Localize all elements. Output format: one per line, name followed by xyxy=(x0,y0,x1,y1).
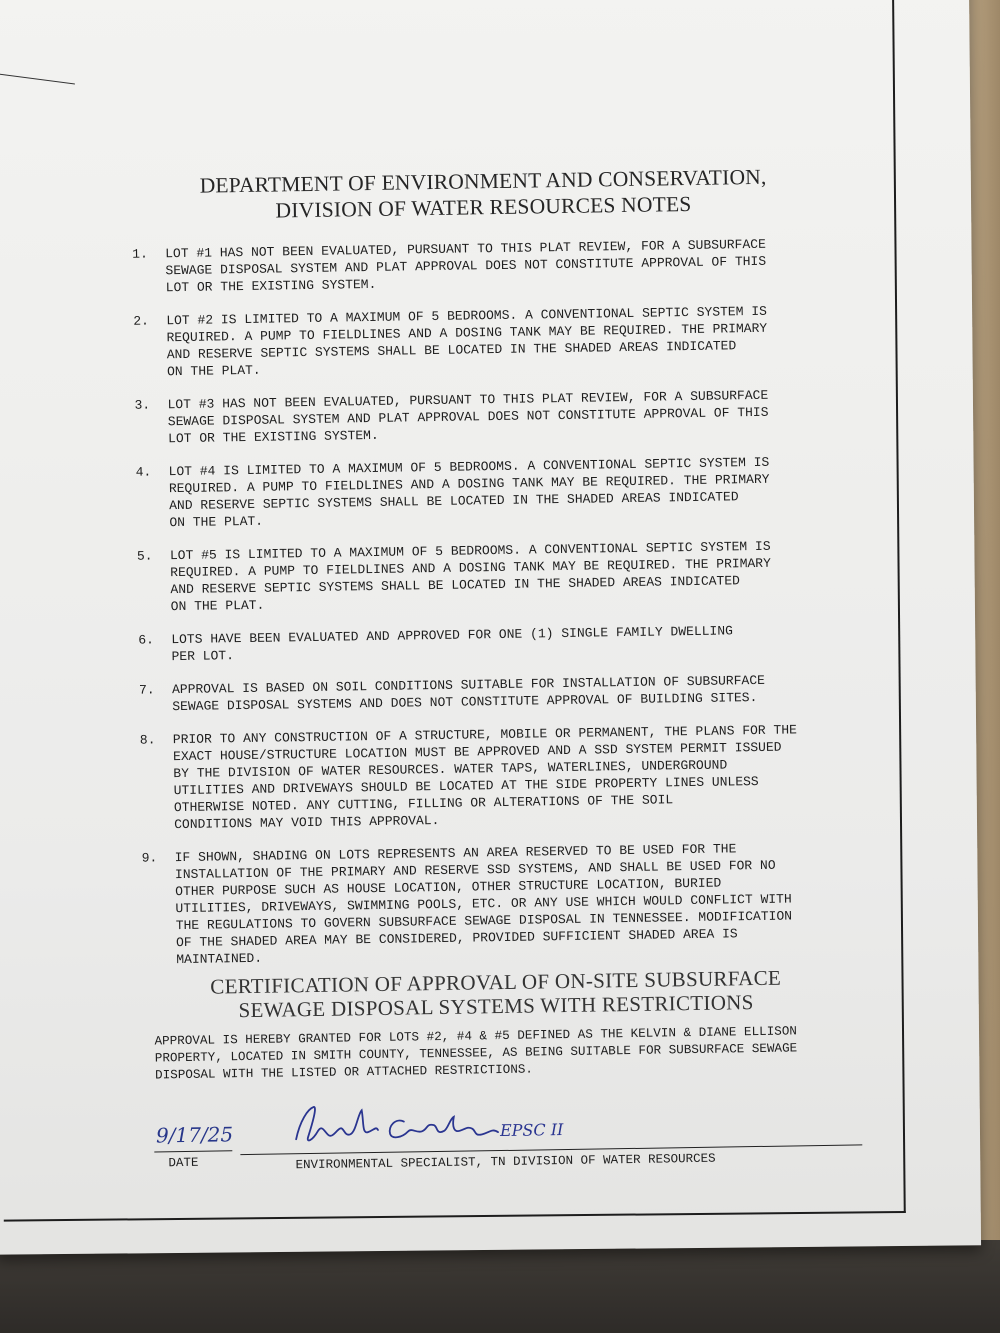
note-item xyxy=(138,620,863,665)
note-text: IF SHOWN, SHADING ON LOTS REPRESENTS AN AREA RESERVED TO BE USED FOR THE INSTALLATION OF THE PRIMARY AND RESERVE SSD SYSTEMS, AND SHALL BE USED FOR NO OTHER PURPOSE SUCH AS HOUSE LOCATION, OTHER STRUCTURE LOCATION, BURIED UTILITIES, DRIVEWAYS, SWIMMING POOLS, ETC. OR ANY USE WHICH WOULD CONFLICT WITH THE REGULATIONS TO GOVERN SUBSURFACE SEWAGE DISPOSAL IN TENNESSEE. MODIFICATION OF THE SHADED AREA MAY BE CONSIDERED, PROVIDED SUFFICIENT SHADED AREA IS MAINTAINED. xyxy=(174,841,793,968)
note-item xyxy=(136,452,862,531)
note-text: LOT #4 IS LIMITED TO A MAXIMUM OF 5 BEDROOMS. A CONVENTIONAL SEPTIC SYSTEM IS REQUIRED. A PUMP TO FIELDLINES AND A DOSING TANK MAY BE REQUIRED. THE PRIMARY AND RESERVE SEPTIC SYSTEMS SHALL BE LOCATED IN THE SHADED AREAS INDICATED ON THE PLAT. xyxy=(168,454,770,531)
note-number: 2. xyxy=(133,313,149,329)
note-item xyxy=(139,670,864,715)
note-item xyxy=(142,838,869,968)
notes-list xyxy=(132,234,869,984)
note-item xyxy=(133,301,859,380)
handwritten-date: 9/17/25 xyxy=(155,1122,234,1148)
note-item xyxy=(137,536,863,615)
date-underline xyxy=(154,1150,232,1152)
certification-heading-line1: CERTIFICATION OF APPROVAL OF ON-SITE SUBSURFACE xyxy=(210,965,782,999)
note-text: PRIOR TO ANY CONSTRUCTION OF A STRUCTURE, MOBILE OR PERMANENT, THE PLANS FOR THE EXACT HOUSE/STRUCTURE LOCATION MUST BE APPROVED AND A SSD SYSTEM PERMIT ISSUED BY THE DIVISION OF WATER RESOURCES. WATER TAPS, WATERLINES, UNDERGROUND UTILITIES AND DRIVEWAYS SHOULD BE LOCATED AT THE SIDE PROPERTY LINES UNLESS OTHERWISE NOTED. ANY CUTTING, FILLING OR ALTERATIONS OF THE SOIL CONDITIONS MAY VOID THIS APPROVAL. xyxy=(172,722,797,833)
notes-heading-line2: DIVISION OF WATER RESOURCES NOTES xyxy=(275,191,692,223)
note-text: LOT #2 IS LIMITED TO A MAXIMUM OF 5 BEDROOMS. A CONVENTIONAL SEPTIC SYSTEM IS REQUIRED. A PUMP TO FIELDLINES AND A DOSING TANK MAY BE REQUIRED. THE PRIMARY AND RESERVE SEPTIC SYSTEMS SHALL BE LOCATED IN THE SHADED AREAS INDICATED ON THE PLAT. xyxy=(166,303,768,380)
signature-stroke-first-name xyxy=(296,1106,379,1141)
date-label: DATE xyxy=(168,1155,199,1171)
certification-text: APPROVAL IS HEREBY GRANTED FOR LOTS #2, #4 & #5 DEFINED AS THE KELVIN & DIANE ELLISON PROPERTY, LOCATED IN SMITH COUNTY, TENNESSEE, AS BEING SUITABLE FOR SUBSURFACE SEWAGE DISPOSAL WITH THE LISTED OR ATTACHED RESTRICTIONS. xyxy=(154,1024,798,1083)
signer-title-label: ENVIRONMENTAL SPECIALIST, TN DIVISION OF WATER RESOURCES xyxy=(295,1151,716,1173)
notes-heading-line1: DEPARTMENT OF ENVIRONMENT AND CONSERVATION, xyxy=(199,164,767,198)
note-item xyxy=(132,234,858,296)
certification-heading xyxy=(186,965,807,1023)
note-number: 4. xyxy=(135,464,152,480)
signature-stroke-last-name xyxy=(389,1116,498,1137)
note-text: LOT #3 HAS NOT BEEN EVALUATED, PURSUANT TO THIS PLAT REVIEW, FOR A SUBSURFACE SEWAGE DISPOSAL SYSTEM AND PLAT APPROVAL DOES NOT CONSTITUTE APPROVAL OF THIS LOT OR THE EXISTING SYSTEM. xyxy=(167,387,769,447)
signature-credential: EPSC II xyxy=(499,1120,564,1141)
note-text: LOT #5 IS LIMITED TO A MAXIMUM OF 5 BEDROOMS. A CONVENTIONAL SEPTIC SYSTEM IS REQUIRED. A PUMP TO FIELDLINES AND A DOSING TANK MAY BE REQUIRED. THE PRIMARY AND RESERVE SEPTIC SYSTEMS SHALL BE LOCATED IN THE SHADED AREAS INDICATED ON THE PLAT. xyxy=(169,538,771,615)
note-number: 8. xyxy=(139,732,156,748)
note-number: 3. xyxy=(134,397,151,413)
note-number: 7. xyxy=(138,682,155,698)
note-item xyxy=(134,385,860,447)
note-number: 1. xyxy=(132,246,148,262)
note-number: 9. xyxy=(141,850,158,866)
certification-heading-line2: SEWAGE DISPOSAL SYSTEMS WITH RESTRICTIONS xyxy=(238,990,754,1023)
note-number: 5. xyxy=(136,548,153,564)
notes-heading xyxy=(153,163,814,225)
note-text: LOTS HAVE BEEN EVALUATED AND APPROVED FOR ONE (1) SINGLE FAMILY DWELLING PER LOT. xyxy=(171,623,734,665)
note-number: 6. xyxy=(138,632,154,648)
note-text: LOT #1 HAS NOT BEEN EVALUATED, PURSUANT TO THIS PLAT REVIEW, FOR A SUBSURFACE SEWAGE DISPOSAL SYSTEM AND PLAT APPROVAL DOES NOT CONSTITUTE APPROVAL OF THIS LOT OR THE EXISTING SYSTEM. xyxy=(165,236,767,296)
note-item xyxy=(140,720,867,833)
note-text: APPROVAL IS BASED ON SOIL CONDITIONS SUITABLE FOR INSTALLATION OF SUBSURFACE SEWAGE DISPOSAL SYSTEMS AND DOES NOT CONSTITUTE APPROVAL OF BUILDING SITES. xyxy=(171,672,766,715)
